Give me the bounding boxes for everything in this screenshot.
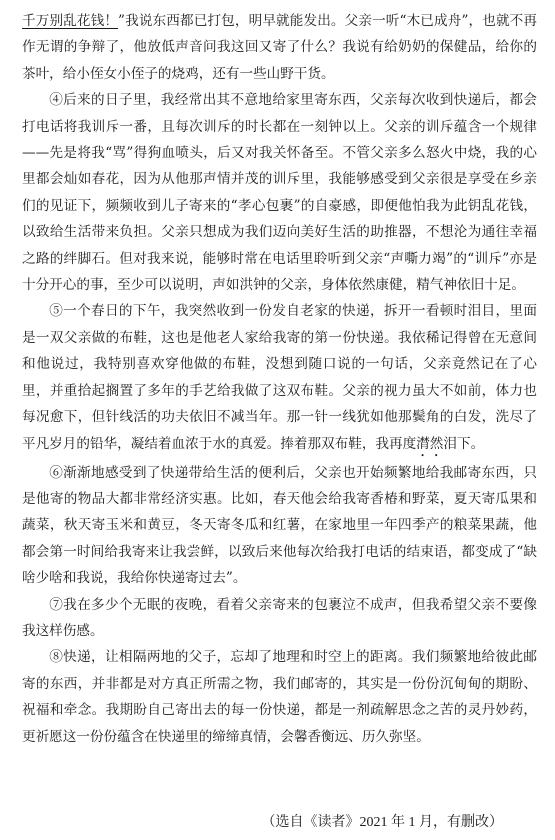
article-body	[22, 8, 537, 750]
paragraph-5-ending: 泪下。	[443, 435, 485, 452]
underlined-quote: 千万别乱花钱！	[22, 13, 119, 29]
paragraph-5	[22, 298, 537, 459]
paragraph-4: ④后来的日子里，我经常出其不意地给家里寄东西，父亲每次收到快递后，都会打电话将我训斥一番，且每次训斥的时长都在一刻钟以上。父亲的训斥蕴含一个规律——先是将我“骂”得狗血喷头，后又对我关怀备至。不管父亲多么怒火中烧，我的心里都会灿如春花，因为从他那声情并茂的训斥里，我能够感受到父亲很是享受在乡亲们的见证下，频频收到儿子寄来的“孝心包裹”的自豪感，即便他怕我为此钥乱花钱，以致给生活带来负担。父亲只想成为我们迈向美好生活的助推器，不想沦为通往幸福之路的绊脚石。但对我来说，能够时常在电话里聆听到父亲“声嘶力竭”的“训斥”亦是十分开心的事，至少可以说明，声如洪钟的父亲，身体依然康健，精气神依旧十足。	[22, 92, 537, 294]
paragraph-5-text: ⑤一个春日的下午，我突然收到一份发自老家的快递，拆开一看顿时泪目，里面是一双父亲做的布鞋，这也是他老人家给我寄的第一份快递。我依稀记得曾在无意间和他说过，我特别喜欢穿他做的布鞋，没想到随口说的一句话，父亲竟然记在了心里，并重拾起搁置了多年的手艺给我做了这双布鞋。父亲的视力虽大不如前，体力也每况愈下，但针线活的功夫依旧不减当年。那一针一线犹如他那鬓角的白发，洗尽了平凡岁月的铅华，凝结着血浓于水的真爱。捧着那双布鞋，我再度	[22, 303, 537, 452]
paragraph-continued	[22, 8, 537, 87]
source-citation: （选自《读者》2021 年 1 月，有删改）	[261, 815, 503, 830]
paragraph-7: ⑦我在多少个无眠的夜晚，看着父亲寄来的包裹泣不成声，但我希望父亲不要像我这样伤感。	[22, 596, 537, 639]
paragraph-continued-text: ”我说东西都已打包，明早就能发出。父亲一听“木已成舟”，也就不再作无谓的争辩了，他放低声音问我这回又寄了什么？我说有给奶奶的保健品，给你的茶叶，给小侄女小侄子的烧鸡，还有一些山野干货。	[22, 13, 537, 82]
paragraph-6: ⑥渐渐地感受到了快递带给生活的便利后，父亲也开始频繁地给我邮寄东西，只是他寄的物品大都非常经济实惠。比如，春天他会给我寄香椿和野菜，夏天寄瓜果和蔬菜，秋天寄玉米和黄豆，冬天寄冬瓜和红薯，在家地里一年四季产的粮菜果蔬，他都会第一时间给我寄来让我尝鲜，以致后来他每次给我打电话的结束语，都变成了“缺啥少啥和我说，我给你快递寄过去”。	[22, 464, 537, 587]
emphasis-dotted-word: 潸然	[416, 435, 444, 452]
paragraph-8: ⑧快递，让相隔两地的父子，忘却了地理和时空上的距离。我们频繁地给彼此邮寄的东西，并非都是对方真正所需之物，我们邮寄的，其实是一份份沉甸甸的期盼、祝福和牵念。我期盼自己寄出去的每一份快递，都是一剂疏解思念之苦的灵丹妙药，更祈愿这一份份蕴含在快递里的缔缔真情，会馨香衡远、历久弥坚。	[22, 649, 537, 745]
